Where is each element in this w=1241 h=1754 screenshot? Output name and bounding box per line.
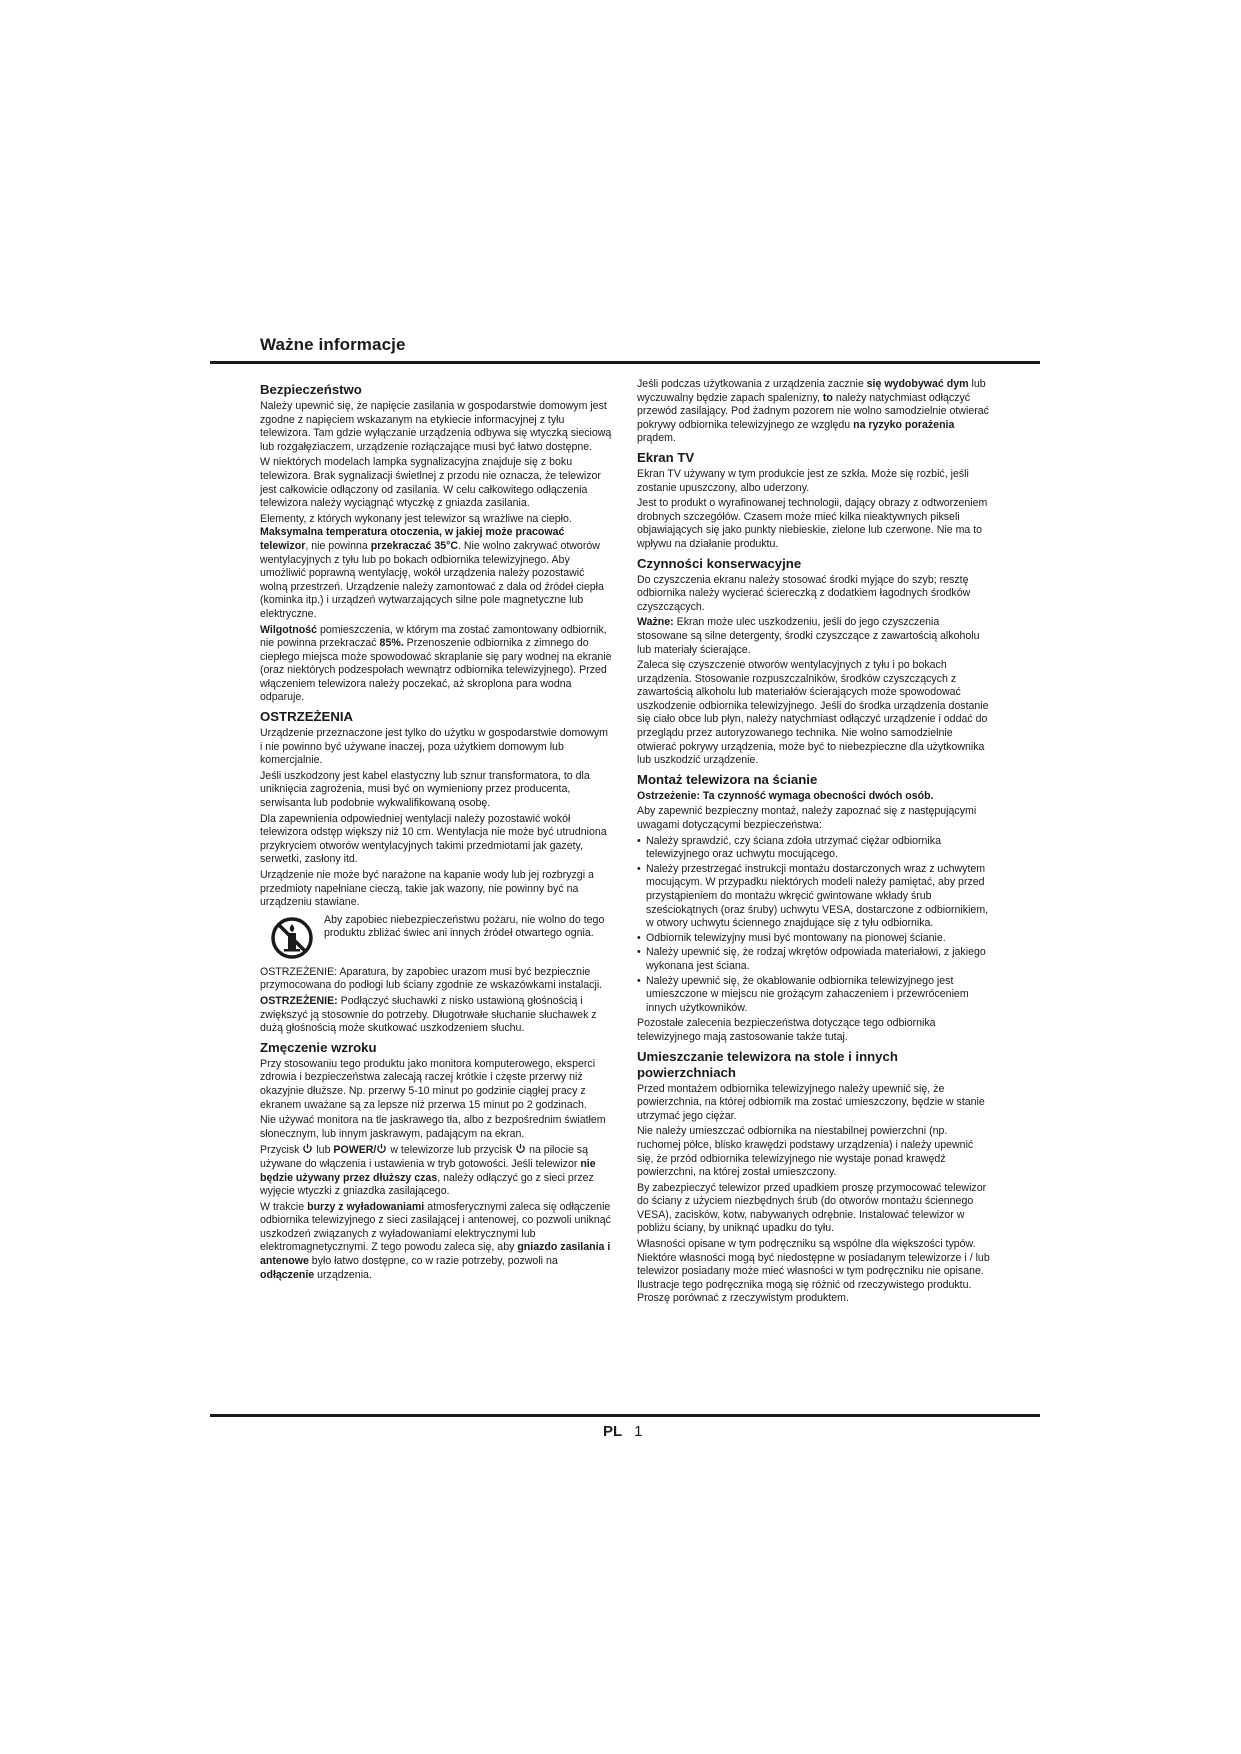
wall-mount-intro: Aby zapewnić bezpieczny montaż, należy zapoznać się z następującymi uwagami dotyczącymi bezpieczeństwa: (637, 805, 977, 832)
candle-warning (260, 914, 612, 960)
placement-paragraph: By zabezpieczyć telewizor przed upadkiem proszę przymocować telewizor do ściany z użyciem niezbędnych śrub (do otworów montażu ściennego VESA), zacisków, kotw, nabywanych odrębnie. Instalować telewizor w pobliżu ściany, by uniknąć upadku do tyłu. (637, 1181, 987, 1235)
warnings-heading: OSTRZEŻENIA (260, 709, 354, 725)
eyestrain-heading: Zmęczenie wzroku (260, 1039, 377, 1055)
no-candle-icon (270, 916, 314, 960)
eyestrain-paragraph: Przy stosowaniu tego produktu jako monitora komputerowego, eksperci zdrowia i bezpieczeństwa zalecają raczej krótkie i częste przerwy niż okazyjnie dłuższe. Np. przerwy 5-10 minut po godzinie ciągłej pracy z ekranem uważane są za lepsze niż przerwa 15 minut po 2 godzinach. (260, 1057, 596, 1111)
list-item: • Należy sprawdzić, czy ściana zdoła utrzymać ciężar odbiornika telewizyjnego oraz uchwytu mocującego. (637, 834, 941, 861)
placement-paragraph: Własności opisane w tym podręczniku są wspólne dla większości typów. Niektóre własności mogą być niedostępne w posiadanym telewizorze i / lub telewizor posiadany może mieć własności w tym podręczniku nie opisane. Ilustracje tego podręcznika mogą się różnić od rzeczywistego produktu. Proszę porównać z rzeczywistym produktem. (637, 1238, 990, 1305)
footer-divider (210, 1414, 1040, 1417)
placement-paragraph: Przed montażem odbiornika telewizyjnego należy upewnić się, że powierzchnia, na której odbiornik ma zostać umieszczony, będzie w stanie utrzymać jego ciężar. (637, 1082, 985, 1122)
power-icon (376, 1143, 387, 1154)
page-number: 1 (634, 1423, 643, 1440)
header-divider (210, 361, 1040, 364)
page-footer (603, 1423, 643, 1440)
list-item: • Odbiornik telewizyjny musi być montowany na pionowej ścianie. (637, 931, 946, 944)
list-item: • Należy przestrzegać instrukcji montażu dostarczonych wraz z uchwytem mocującym. W przypadku niektórych modeli należy pamiętać, aby przed przystąpieniem do montażu wkręcić gwintowane wkłady śrub sześciokątnych (oraz śruby) uchwytu VESA, dostarczone z odbiornikiem, w otwory uchwytu ściennego znajdujące się z tyłu odbiornika. (637, 862, 989, 930)
warning-paragraph: Urządzenie przeznaczone jest tylko do użytku w gospodarstwie domowym i nie powinno być używane inaczej, poza użytkiem domowym lub komercjalnie. (260, 727, 608, 767)
eyestrain-paragraph: Przycisk lub POWER/ w telewizorze lub przycisk na pilocie są używane do włączenia i ustawienia w tryb gotowości. Jeśli telewizor nie będzie używany przez dłuższy czas, należy odłączyć go z sieci przez wyjęcie wtyczki z gniazdka zasilającego. (260, 1144, 596, 1198)
safety-paragraph: Wilgotność pomieszczenia, w którym ma zostać zamontowany odbiornik, nie powinna przekraczać 85%. Przenoszenie odbiornika z zimnego do ciepłego miejsca może spowodować skraplanie się pary wodnej na ekranie (oraz niektórych podzespołach wewnątrz odbiornika telewizyjnego). Przed włączeniem telewizora należy poczekać, aż skroplona para wodna odparuje. (260, 623, 612, 704)
placement-paragraph: Nie należy umieszczać odbiornika na niestabilnej powierzchni (np. ruchomej półce, blisko krawędzi podstawy urządzenia) i należy upewnić się, że przód odbiornika telewizyjnego nie wystaje ponad krawędź powierzchni, na której został umieszczony. (637, 1125, 974, 1179)
wall-mount-outro: Pozostałe zalecenia bezpieczeństwa dotyczące tego odbiornika telewizyjnego mają zastosowanie także tutaj. (637, 1017, 936, 1043)
warning-paragraph: OSTRZEŻENIE: Aparatura, by zapobiec urazom musi być bezpiecznie przymocowana do podłogi lub ściany zgodnie ze wskazówkami instalacji. (260, 965, 603, 992)
left-column (260, 378, 612, 1284)
list-item: • Należy upewnić się, że okablowanie odbiornika telewizyjnego jest umieszczone w miejscu nie grożącym zahaczeniem i przewróceniem innych użytkowników. (637, 974, 969, 1014)
warning-paragraph: Dla zapewnienia odpowiedniej wentylacji należy pozostawić wokół telewizora odstęp większy niż 10 cm. Wentylacja nie może być utrudniona przykryciem otworów wentylacyjnych takimi przedmiotami jak gazety, serwetki, zasłony itd. (260, 812, 607, 866)
standby-icon (515, 1143, 526, 1154)
wall-mount-warning: Ostrzeżenie: Ta czynność wymaga obecności dwóch osób. (637, 789, 934, 802)
care-heading: Czynności konserwacyjne (637, 555, 802, 571)
page-title: Ważne informacje (260, 335, 406, 354)
eyestrain-paragraph: Nie używać monitora na tle jaskrawego tła, albo z bezpośrednim światłem słonecznym, lub innym jaskrawym, padającym na ekran. (260, 1114, 606, 1140)
tv-screen-paragraph: Ekran TV używany w tym produkcie jest ze szkła. Może się rozbić, jeśli zostanie upuszczony, albo uderzony. (637, 467, 969, 494)
care-paragraph: Do czyszczenia ekranu należy stosować środki myjące do szyb; resztę odbiornika należy wycierać ściereczką z dodatkiem łagodnych środków czyszczących. (637, 573, 971, 613)
warning-paragraph: Urządzenie nie może być narażone na kapanie wody lub jej rozbryzgi a przedmioty napełniane cieczą, takie jak wazony, nie powinny być na urządzeniu stawiane. (260, 869, 594, 909)
candle-warning-text: Aby zapobiec niebezpieczeństwu pożaru, nie wolno do tego produktu zbliżać świec ani innych źródeł otwartego ognia. (324, 913, 605, 940)
care-paragraph: Zaleca się czyszczenie otworów wentylacyjnych z tyłu i po bokach urządzenia. Stosowanie rozpuszczalników, środków czyszczących z zawartością alkoholu lub materiałów ścierających może spowodować uszkodzenie odbiornika telewizyjnego. Jeśli do środka urządzenia dostanie się ciało obce lub płyn, należy natychmiast odłączyć urządzenie i oddać do przeglądu przez autoryzowanego technika. Nie wolno samodzielnie otwierać pokrywy urządzenia, może być to niebezpieczne dla użytkownika lub uszkodzić urządzenie. (637, 659, 989, 767)
warning-paragraph: Jeśli uszkodzony jest kabel elastyczny lub sznur transformatora, to dla uniknięcia zagrożenia, musi być on wymieniony przez producenta, serwisanta lub podobnie wykwalifikowaną osobę. (260, 769, 590, 810)
language-code: PL (603, 1423, 623, 1440)
eyestrain-paragraph: W trakcie burzy z wyładowaniami atmosferycznymi zaleca się odłączenie odbiornika telewizyjnego z sieci zasilającej i antenowej, co pozwoli uniknąć uszkodzeń związanych z wyładowaniami elektrycznymi lub elektromagnetycznymi. Z tego powodu zaleca się, aby gniazdo zasilania i antenowe było łatwo dostępne, co w razie potrzeby, pozwoli na odłączenie urządzenia. (260, 1200, 611, 1281)
safety-paragraph: Należy upewnić się, że napięcie zasilania w gospodarstwie domowym jest zgodne z napięciem wskazanym na etykiecie informacyjnej z tyłu telewizora. Tam gdzie wyłączanie urządzenia odbywa się wtyczką sieciową lub rozgałęziaczem, urządzenie rozłączające musi być łatwo dostępne. (260, 400, 612, 453)
safety-heading: Bezpieczeństwo (260, 382, 362, 397)
list-item: • Należy upewnić się, że rodzaj wkrętów odpowiada materiałowi, z jakiego wykonana jest ściana. (637, 946, 986, 972)
safety-paragraph: Elementy, z których wykonany jest telewizor są wrażliwe na ciepło. Maksymalna temperatura otoczenia, w jakiej może pracować telewizor, nie powinna przekraczać 35°C. Nie wolno zakrywać otworów wentylacyjnych z tyłu lub po bokach odbiornika telewizyjnego. Aby umożliwić poprawną wentylację, wokół urządzenia należy pozostawić wolną przestrzeń. Urządzenie należy zamontować z dala od źródeł ciepła (kominka itp.) i urządzeń wytwarzających silne pole magnetyczne lub elektryczne. (260, 512, 604, 620)
warning-paragraph: OSTRZEŻENIE: Podłączyć słuchawki z nisko ustawioną głośnością i zwiększyć ją stosownie do potrzeby. Długotrwałe słuchanie słuchawek z dużą głośnością może skutkować uszkodzeniem słuchu. (260, 994, 597, 1035)
care-paragraph: Ważne: Ekran może ulec uszkodzeniu, jeśli do jego czyszczenia stosowane są silne detergenty, środki czyszczące z zawartością alkoholu lub materiały ścierające. (637, 616, 980, 656)
tv-screen-heading: Ekran TV (637, 449, 695, 465)
smoke-paragraph: Jeśli podczas użytkowania z urządzenia zacznie się wydobywać dym lub wyczuwalny będzie zapach spalenizny, to należy natychmiast odłączyć przewód zasilający. Pod żadnym pozorem nie wolno samodzielnie otwierać pokrywy odbiornika telewizyjnego ze względu na ryzyko porażenia prądem. (637, 378, 989, 445)
safety-paragraph: W niektórych modelach lampka sygnalizacyjna znajduje się z boku telewizora. Brak sygnalizacji świetlnej z przodu nie oznacza, że telewizor jest całkowicie odłączony od zasilania. W celu całkowitego odłączenia telewizora należy wyciągnąć wtyczkę z gniazda zasilania. (260, 456, 601, 510)
power-icon (302, 1143, 313, 1154)
wall-mount-list (637, 835, 992, 1016)
placement-heading: Umieszczanie telewizora na stole i innych powierzchniach (637, 1048, 898, 1080)
right-column (637, 378, 992, 1308)
wall-mount-heading: Montaż telewizora na ścianie (637, 771, 818, 787)
tv-screen-paragraph: Jest to produkt o wyrafinowanej technologii, dający obrazy z odtworzeniem drobnych szczegółów. Czasem może mieć kilka nieaktywnych pikseli objawiających się jako punkty niebieskie, zielone lub czerwone. Nie ma to wpływu na działanie produktu. (637, 497, 988, 550)
